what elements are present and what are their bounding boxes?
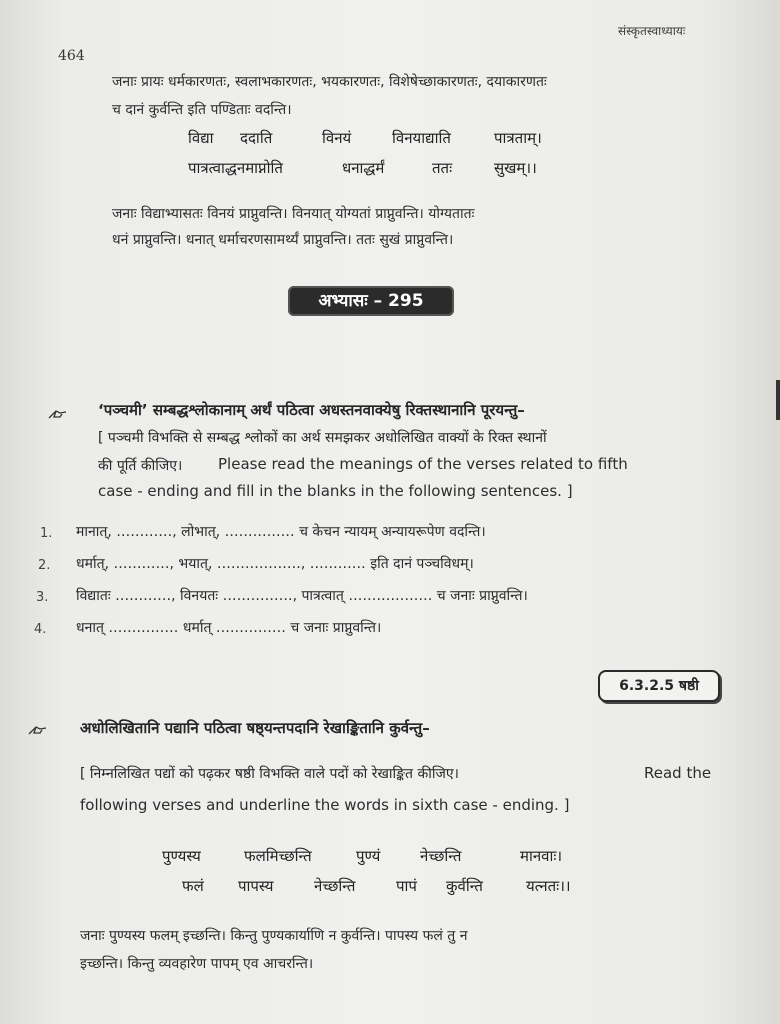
explanation-1-line-1: जनाः विद्याभ्यासतः विनयं प्राप्नुवन्ति। विनयात् योग्यतां प्राप्नुवन्ति। योग्यतातः (112, 206, 475, 222)
verse-2-word: पापं (396, 877, 417, 895)
exercise-badge: अभ्यासः – 295 (288, 286, 454, 316)
intro-line-1: जनाः प्रायः धर्मकारणतः, स्वलाभकारणतः, भयकारणतः, विशेषेच्छाकारणतः, दयाकारणतः (112, 74, 547, 90)
verse-1-word: ददाति (240, 129, 273, 147)
q1-item-number: 4. (34, 622, 47, 637)
verse-2-word: यत्नतः।। (526, 877, 571, 895)
q2-english-1: Read the (644, 764, 712, 782)
verse-2-word: नेच्छन्ति (314, 877, 356, 895)
verse-2-word: पुण्यं (356, 847, 381, 865)
page-number: 464 (58, 48, 85, 64)
explanation-2-line-1: जनाः पुण्यस्य फलम् इच्छन्ति। किन्तु पुण्यकार्याणि न कुर्वन्ति। पापस्य फलं तु न (80, 928, 468, 944)
q1-item-number: 2. (38, 558, 51, 573)
verse-1-word: धनाद्धर्मं (342, 159, 385, 177)
verse-2-word: कुर्वन्ति (446, 877, 483, 895)
verse-1-word: विनयं (322, 129, 352, 147)
explanation-1-line-2: धनं प्राप्नुवन्ति। धनात् धर्माचरणसामर्थ्यं प्राप्नुवन्ति। ततः सुखं प्राप्नुवन्ति। (112, 232, 454, 248)
verse-2-word: मानवाः। (520, 847, 563, 865)
q1-item-text: विद्यातः …………, विनयतः ……………, पात्रत्वात् ……………… च जनाः प्राप्नुवन्ति। (76, 588, 528, 604)
verse-1-word: ततः (432, 159, 453, 177)
q1-hindi-cont: की पूर्ति कीजिए। (98, 458, 183, 474)
verse-1-word: विद्या (188, 129, 214, 147)
explanation-2-line-2: इच्छन्ति। किन्तु व्यवहारेण पापम् एव आचरन्ति। (80, 956, 314, 972)
verse-2-word: नेच्छन्ति (420, 847, 462, 865)
verse-2-word: फलं (182, 877, 204, 895)
q1-english-1: Please read the meanings of the verses related to fifth (218, 455, 628, 473)
q1-item-text: धर्मात्, …………, भयात्, ………………, ………… इति दानं पञ्चविधम्। (76, 556, 474, 572)
q2-english-2: following verses and underline the words in sixth case - ending. ] (80, 796, 570, 814)
q1-item-text: मानात्, …………, लोभात्, …………… च केचन न्यायम् अन्यायरूपेण वदन्ति। (76, 524, 486, 540)
pencil-hand-icon (28, 724, 48, 738)
pencil-hand-icon (48, 408, 68, 422)
section-tag: 6.3.2.5 षष्ठी (598, 670, 720, 702)
verse-2-word: पापस्य (238, 877, 274, 895)
running-head: संस्कृतस्वाध्यायः (618, 24, 686, 38)
verse-1-word: सुखम्।। (494, 159, 537, 177)
q1-instruction: ‘पञ्चमी’ सम्बद्धश्लोकानाम् अर्थं पठित्वा अधस्तनवाक्येषु रिक्तस्थानानि पूरयन्तु– (98, 401, 525, 419)
q1-item-number: 3. (36, 590, 49, 605)
q2-instruction: अधोलिखितानि पद्यानि पठित्वा षष्ठ्यन्तपदानि रेखाङ्कितानि कुर्वन्तु– (80, 719, 430, 737)
intro-line-2: च दानं कुर्वन्ति इति पण्डिताः वदन्ति। (112, 102, 292, 118)
verse-1-word: पात्रताम्। (494, 129, 542, 147)
q2-hindi: [ निम्नलिखित पद्यों को पढ़कर षष्ठी विभक्ति वाले पदों को रेखाङ्कित कीजिए। (80, 766, 459, 782)
verse-2-word: फलमिच्छन्ति (244, 847, 312, 865)
q1-item-text: धनात् …………… धर्मात् …………… च जनाः प्राप्नुवन्ति। (76, 620, 382, 636)
verse-1-word: पात्रत्वाद्धनमाप्नोति (188, 159, 283, 177)
page-edge-mark (776, 380, 780, 420)
q1-item-number: 1. (40, 526, 53, 541)
q1-hindi: [ पञ्चमी विभक्ति से सम्बद्ध श्लोकों का अर्थ समझकर अधोलिखित वाक्यों के रिक्त स्थानों (98, 430, 547, 446)
verse-2-word: पुण्यस्य (162, 847, 201, 865)
verse-1-word: विनयाद्याति (392, 129, 451, 147)
q1-english-2: case - ending and fill in the blanks in the following sentences. ] (98, 482, 573, 500)
